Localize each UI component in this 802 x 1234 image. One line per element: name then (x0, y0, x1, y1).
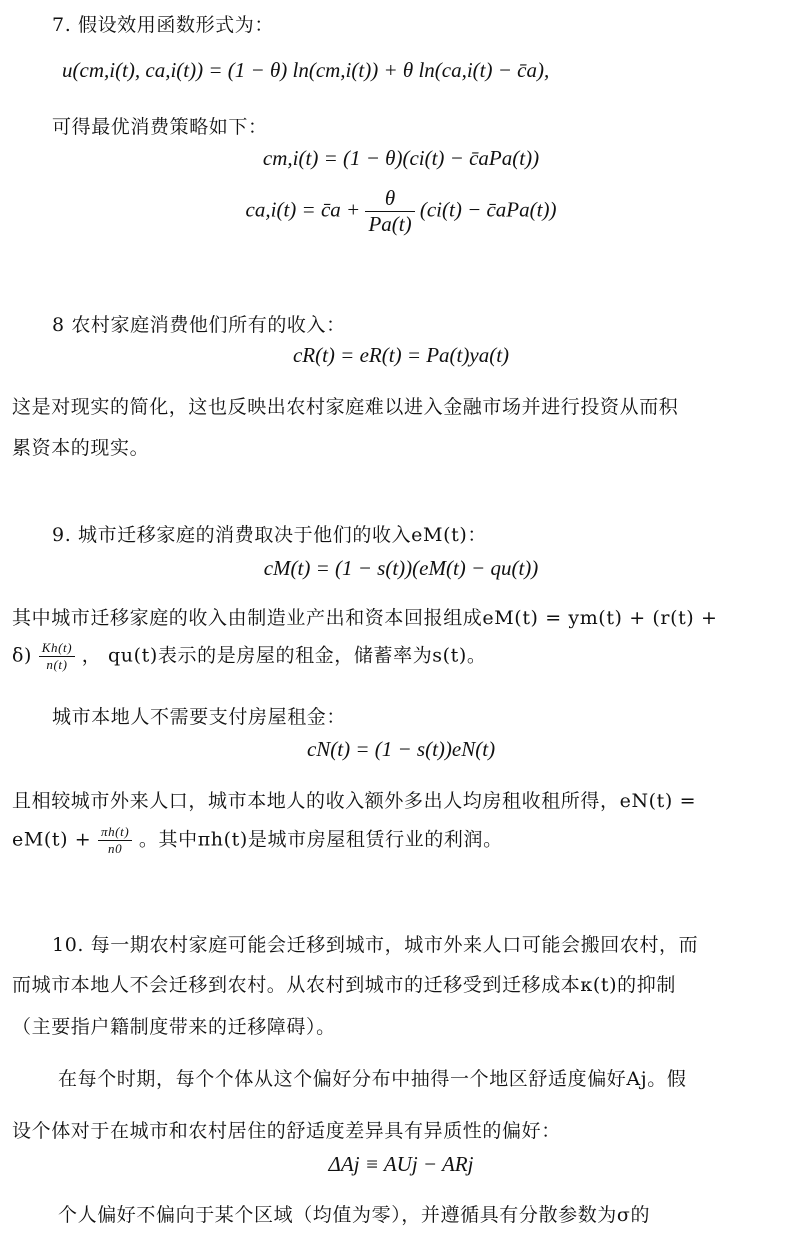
pi-fraction-den: n0 (108, 841, 123, 856)
kh-over-n-fraction (39, 640, 75, 673)
ca-fraction (365, 186, 414, 237)
s10-line6: 个人偏好不偏向于某个区域（均值为零），并遵循具有分散参数为σ的 (58, 1204, 651, 1226)
s8-para-line2: 累资本的现实。 (12, 437, 150, 459)
s7-intro: 7. 假设效用函数形式为： (52, 14, 274, 36)
s9-para3-line2-rest: 。其中πh(t)是城市房屋租赁行业的利润。 (138, 828, 503, 851)
delta: δ) (12, 644, 33, 667)
s8-intro: 8 农村家庭消费他们所有的收入： (52, 314, 346, 336)
s8-para-line1: 这是对现实的简化，这也反映出农村家庭难以进入金融市场并进行投资从而积 (12, 396, 679, 418)
s9-para3-line2 (12, 824, 503, 857)
s7-policy-intro: 可得最优消费策略如下： (52, 116, 268, 138)
s10-line3: （主要指户籍制度带来的迁移障碍）。 (12, 1016, 336, 1038)
ca-lhs: ca,i(t) = c̄a + (245, 197, 361, 222)
preference-difference-equation: ΔAj ≡ AUj − ARj (328, 1152, 474, 1176)
pi-fraction-num: πh(t) (98, 824, 132, 841)
migrant-consumption-equation: cM(t) = (1 − s(t))(eM(t) − qu(t)) (263, 556, 539, 580)
ca-fraction-den: Pa(t) (368, 212, 412, 236)
s9-para1-line1: 其中城市迁移家庭的收入由制造业产出和资本回报组成eM(t) = ym(t) + (r(t) + (12, 607, 718, 629)
native-consumption-equation: cN(t) = (1 − s(t))eN(t) (306, 737, 496, 761)
s10-line1: 10. 每一期农村家庭可能会迁移到城市，城市外来人口可能会搬回农村，而 (52, 934, 699, 956)
ca-rhs: (ci(t) − c̄aPa(t)) (419, 197, 557, 222)
pi-over-n0-fraction (98, 824, 132, 857)
cm-policy-equation: cm,i(t) = (1 − θ)(ci(t) − c̄aPa(t)) (262, 146, 540, 170)
s10-line5: 设个体对于在城市和农村居住的舒适度差异具有异质性的偏好： (12, 1120, 561, 1142)
ca-policy-equation (0, 186, 802, 237)
rural-consumption-equation: cR(t) = eR(t) = Pa(t)ya(t) (292, 343, 510, 367)
s10-line4: 在每个时期，每个个体从这个偏好分布中抽得一个地区舒适度偏好Aj。假 (58, 1068, 687, 1090)
s9-para1-line2 (12, 640, 487, 673)
s9-intro: 9. 城市迁移家庭的消费取决于他们的收入eM(t)： (52, 524, 487, 546)
kh-fraction-den: n(t) (46, 657, 68, 672)
s9-para1-line2-rest: ， qu(t)表示的是房屋的租金，储蓄率为s(t)。 (81, 644, 487, 667)
s10-line2: 而城市本地人不会迁移到农村。从农村到城市的迁移受到迁移成本κ(t)的抑制 (12, 974, 676, 996)
s9-para2: 城市本地人不需要支付房屋租金： (52, 706, 347, 728)
em-plus: eM(t) + (12, 828, 92, 851)
ca-fraction-num: θ (365, 186, 414, 212)
utility-equation: u(cm,i(t), ca,i(t)) = (1 − θ) ln(cm,i(t)) + θ ln(ca,i(t) − c̄a), (62, 58, 550, 82)
kh-fraction-num: Kh(t) (39, 640, 75, 657)
s9-para3-line1: 且相较城市外来人口，城市本地人的收入额外多出人均房租收租所得，eN(t) = (12, 790, 697, 812)
